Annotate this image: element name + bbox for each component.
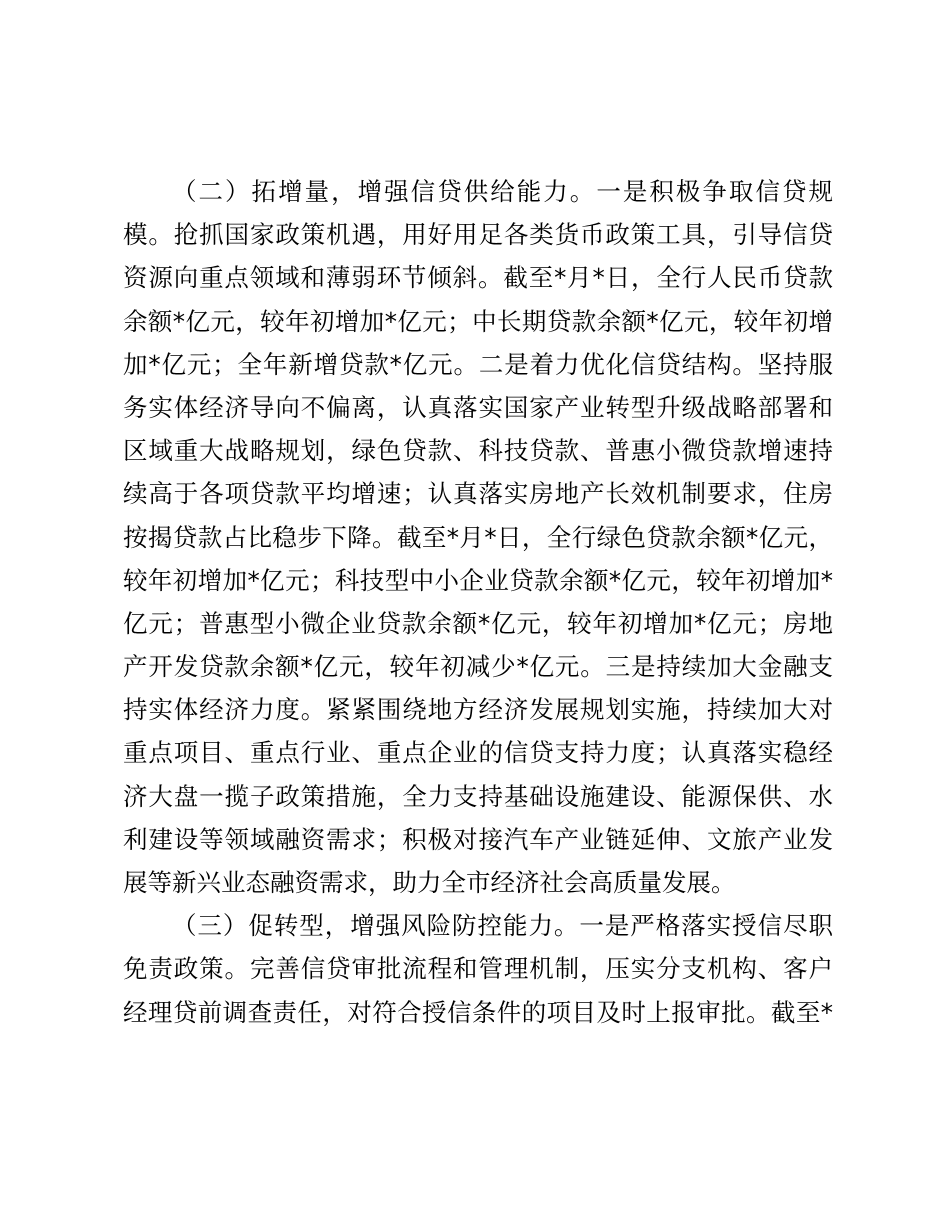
text-line: 续高于各项贷款平均增速；认真落实房地产长效机制要求，住房 xyxy=(123,479,833,509)
text-line: 经理贷前调查责任，对符合授信条件的项目及时上报审批。截至* xyxy=(123,997,833,1027)
text-line: 区域重大战略规划，绿色贷款、科技贷款、普惠小微贷款增速持 xyxy=(123,436,833,466)
text-line: 展等新兴业态融资需求，助力全市经济社会高质量发展。 xyxy=(123,868,736,897)
text-line: 重点项目、重点行业、重点企业的信贷支持力度；认真落实稳经 xyxy=(123,738,833,768)
paragraph-expand-credit xyxy=(123,170,833,904)
text-line: 济大盘一揽子政策措施，全力支持基础设施建设、能源保供、水 xyxy=(123,781,833,811)
document-body xyxy=(123,170,833,1034)
text-line: 资源向重点领域和薄弱环节倾斜。截至*月*日，全行人民币贷款 xyxy=(123,263,833,293)
text-line: 较年初增加*亿元；科技型中小企业贷款余额*亿元，较年初增加* xyxy=(123,565,833,595)
text-line: 务实体经济导向不偏离，认真落实国家产业转型升级战略部署和 xyxy=(123,392,833,422)
text-line: 加*亿元；全年新增贷款*亿元。二是着力优化信贷结构。坚持服 xyxy=(123,349,833,379)
text-line: 余额*亿元，较年初增加*亿元；中长期贷款余额*亿元，较年初增 xyxy=(123,306,833,336)
text-line: 模。抢抓国家政策机遇，用好用足各类货币政策工具，引导信贷 xyxy=(123,220,833,250)
text-line: 产开发贷款余额*亿元，较年初减少*亿元。三是持续加大金融支 xyxy=(123,652,833,682)
text-line: 按揭贷款占比稳步下降。截至*月*日，全行绿色贷款余额*亿元， xyxy=(123,522,833,552)
text-line: （二）拓增量，增强信贷供给能力。一是积极争取信贷规 xyxy=(172,177,833,206)
text-line: 利建设等领域融资需求；积极对接汽车产业链延伸、文旅产业发 xyxy=(123,824,833,854)
text-line: 免责政策。完善信贷审批流程和管理机制，压实分支机构、客户 xyxy=(123,954,833,984)
text-line: 持实体经济力度。紧紧围绕地方经济发展规划实施，持续加大对 xyxy=(123,695,833,725)
text-line: 亿元；普惠型小微企业贷款余额*亿元，较年初增加*亿元；房地 xyxy=(123,608,833,638)
paragraph-risk-control xyxy=(123,904,833,1034)
text-line: （三）促转型，增强风险防控能力。一是严格落实授信尽职 xyxy=(172,911,833,941)
